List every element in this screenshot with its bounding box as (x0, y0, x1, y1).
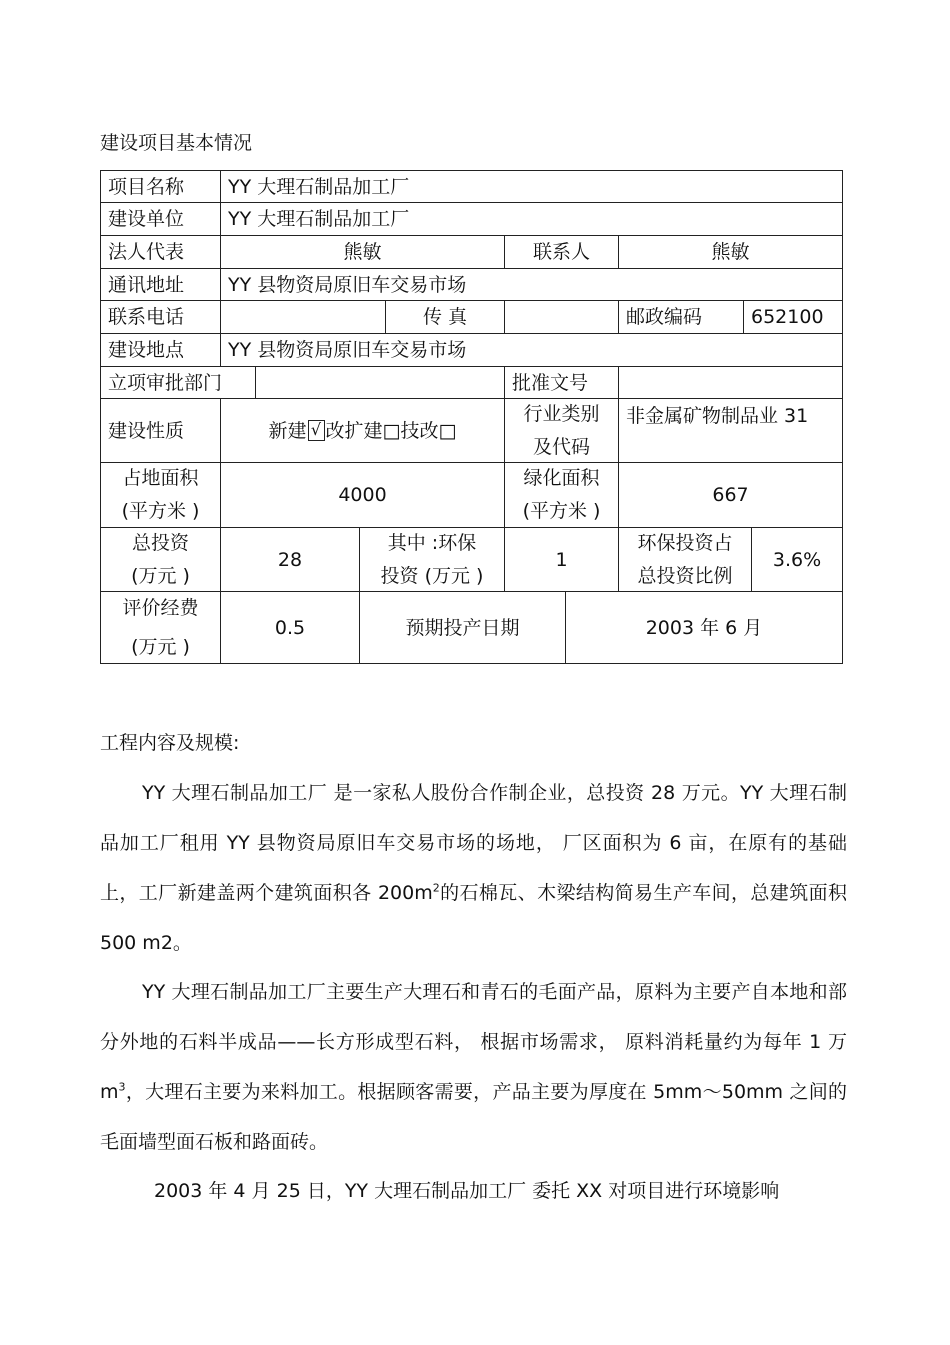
nature-option-tech: 技改 (400, 419, 439, 442)
area-label (100, 462, 221, 528)
paragraph-2-text-b: ，大理石主要为来料加工。根据顾客需要，产品主要为厚度在 5mm～50mm 之间的毛面墙型面石板和路面砖。 (100, 1081, 847, 1153)
paragraph-1 (100, 768, 847, 968)
project-info-table (100, 170, 843, 664)
address-label: 通讯地址 (100, 268, 221, 301)
area-value: 4000 (220, 462, 505, 528)
production-date-label: 预期投产日期 (359, 591, 566, 664)
env-investment-label-line2: 投资 (万元 ) (380, 564, 484, 587)
paragraph-2 (100, 967, 847, 1167)
area-label-line2: (平方米 ) (121, 500, 200, 522)
legal-rep-value: 熊敏 (220, 235, 505, 269)
nature-options (220, 398, 505, 463)
paragraph-3: 2003 年 4 月 25 日，YY 大理石制品加工厂 委托 XX 对项目进行环境影响 (154, 1180, 780, 1202)
project-name-value: YY 大理石制品加工厂 (220, 170, 843, 203)
assessment-value: 0.5 (220, 591, 360, 664)
project-name-label: 项目名称 (100, 170, 221, 203)
postcode-value: 652100 (743, 300, 843, 334)
contact-label: 联系人 (504, 235, 619, 269)
green-area-label (504, 462, 619, 528)
location-label: 建设地点 (100, 333, 221, 367)
approval-doc-label: 批准文号 (504, 366, 619, 399)
scope-title: 工程内容及规模: (100, 732, 240, 754)
unchecked-box-icon: □ (382, 419, 401, 442)
checked-box-icon: √ (308, 420, 325, 441)
unchecked-box-icon: □ (438, 419, 457, 442)
assessment-label-line1: 评价经费 (122, 596, 199, 619)
env-ratio-label-line1: 环保投资占 (637, 531, 733, 554)
investment-label-line1: 总投资 (131, 531, 189, 554)
location-value: YY 县物资局原旧车交易市场 (220, 333, 843, 367)
paragraph-2-text-a: YY 大理石制品加工厂主要生产大理石和青石的毛面产品，原料为主要产自本地和部分外地的石料半成品——长方形成型石料， 根据市场需求， 原料消耗量约为每年 1 万 m (100, 981, 847, 1103)
area-label-line1: 占地面积 (122, 467, 199, 489)
production-date-value: 2003 年 6 月 (565, 591, 843, 664)
phone-label: 联系电话 (100, 300, 221, 334)
approval-label: 立项审批部门 (100, 366, 256, 399)
paragraph-1-text-b: 的石棉瓦、木梁结构简易生产车间，总建筑面积 500 m2。 (100, 882, 847, 954)
assessment-label-line2: (万元 ) (131, 635, 190, 658)
nature-option-new: 新建 (268, 419, 307, 442)
nature-option-rebuild: 改扩建 (325, 419, 383, 442)
approval-doc-value (618, 366, 843, 399)
env-ratio-value: 3.6% (751, 527, 843, 592)
green-area-label-line2: (平方米 ) (522, 500, 601, 522)
contact-value: 熊敏 (618, 235, 843, 269)
green-area-label-line1: 绿化面积 (523, 467, 600, 489)
env-investment-label (359, 527, 505, 592)
approval-value (255, 366, 505, 399)
industry-label-line2: 及代码 (532, 435, 590, 458)
env-ratio-label (618, 527, 752, 592)
phone-value (220, 300, 386, 334)
env-ratio-label-line2: 总投资比例 (637, 564, 733, 587)
industry-value: 非金属矿物制品业 31 (618, 398, 843, 463)
assessment-label (100, 591, 221, 664)
investment-value: 28 (220, 527, 360, 592)
legal-rep-label: 法人代表 (100, 235, 221, 269)
investment-label-line2: (万元 ) (131, 564, 190, 587)
green-area-value: 667 (618, 462, 843, 528)
industry-label (504, 398, 619, 463)
address-value: YY 县物资局原旧车交易市场 (220, 268, 843, 301)
builder-label: 建设单位 (100, 202, 221, 236)
industry-label-line1: 行业类别 (523, 402, 600, 425)
paragraph-2-superscript: 3 (118, 1080, 126, 1094)
env-investment-label-line1: 其中 :环保 (387, 531, 477, 554)
section-title: 建设项目基本情况 (100, 132, 253, 154)
paragraph-1-text-a: YY 大理石制品加工厂 是一家私人股份合作制企业，总投资 28 万元。YY 大理石制品加工厂租用 YY 县物资局原旧车交易市场的场地， 厂区面积为 6 亩，在原有的基础上，工厂新建盖两个建筑面积各 200m (100, 782, 847, 904)
fax-label: 传 真 (385, 300, 505, 334)
fax-value (504, 300, 619, 334)
env-investment-value: 1 (504, 527, 619, 592)
paragraph-1-superscript: 2 (432, 881, 440, 895)
postcode-label: 邮政编码 (618, 300, 744, 334)
builder-value: YY 大理石制品加工厂 (220, 202, 843, 236)
investment-label (100, 527, 221, 592)
nature-label: 建设性质 (100, 398, 221, 463)
